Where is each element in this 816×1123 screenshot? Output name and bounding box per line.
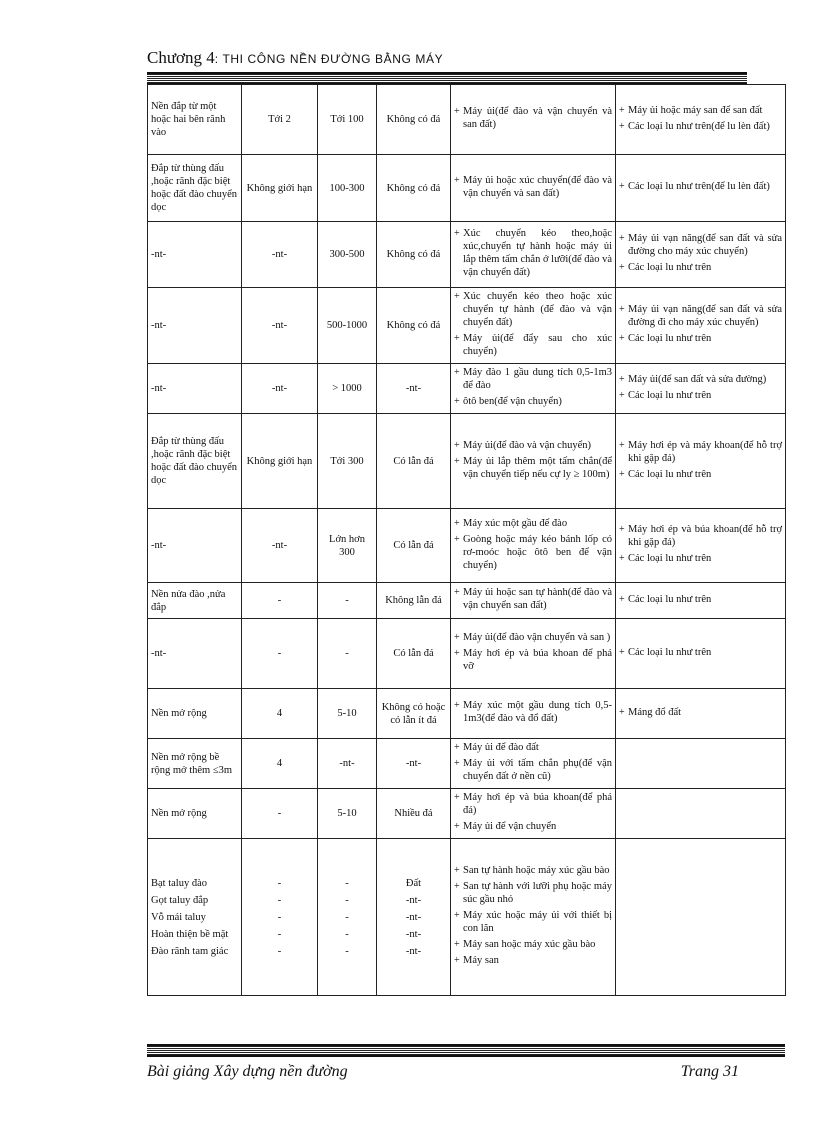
cell-c5 xyxy=(451,509,616,583)
cell-c1: -nt- xyxy=(148,509,242,583)
cell-c5 xyxy=(451,839,616,996)
bullet-item: + Máy ủi(để đào và vận chuyển và san đất) xyxy=(454,105,612,131)
cell-c5 xyxy=(451,85,616,155)
table-body xyxy=(148,85,786,996)
stack-item: -nt- xyxy=(405,894,422,906)
cell-c3: 5-10 xyxy=(318,689,377,739)
cell-c1: -nt- xyxy=(148,288,242,364)
bullet-item: + Các loại lu như trên xyxy=(619,468,782,481)
cell-c2: - xyxy=(242,583,318,619)
cell-c6 xyxy=(616,689,786,739)
stack-item: - xyxy=(345,911,349,923)
bullet-item: + Goòng hoặc máy kéo bánh lốp có rơ-moóc hoặc ôtô ben để vận chuyển) xyxy=(454,533,612,572)
bullet-item: + Các loại lu như trên(để lu lèn đất) xyxy=(619,180,782,193)
bullet-item: + Máy hơi ép và búa khoan(để phá đá) xyxy=(454,791,612,817)
cell-c6 xyxy=(616,619,786,689)
cell-c5 xyxy=(451,619,616,689)
cell-c1: Nền mở rộng xyxy=(148,789,242,839)
cell-c2: Không giới hạn xyxy=(242,155,318,222)
bullet-item: + San tự hành hoặc máy xúc gầu bào xyxy=(454,864,612,877)
cell-c2: Tới 2 xyxy=(242,85,318,155)
cell-c3: 300-500 xyxy=(318,222,377,288)
cell-c5 xyxy=(451,689,616,739)
cell-c1: Đắp từ thùng đấu ,hoặc rãnh đặc biệt hoặc đất đào chuyển dọc xyxy=(148,155,242,222)
bullet-item: + Các loại lu như trên xyxy=(619,593,782,606)
bullet-item: + Các loại lu như trên xyxy=(619,389,782,402)
cell-c6 xyxy=(616,509,786,583)
cell-c3: 100-300 xyxy=(318,155,377,222)
bullet-item: + Máy ủi(để đào và vận chuyển) xyxy=(454,439,612,452)
bullet-item: + Máy ủi với tấm chắn phụ(để vận chuyển đất ở nền cũ) xyxy=(454,757,612,783)
page-number: Trang 31 xyxy=(680,1063,739,1080)
bullet-item: + Máy đào 1 gầu dung tích 0,5-1m3 để đào xyxy=(454,366,612,392)
cell-c2: Không giới hạn xyxy=(242,414,318,509)
footer-course-title: Bài giảng Xây dựng nền đường xyxy=(147,1063,348,1080)
cell-c6 xyxy=(616,85,786,155)
cell-c5 xyxy=(451,288,616,364)
bullet-item: + Máy ủi(để san đất và sửa đường) xyxy=(619,373,782,386)
stack-item: Vỗ mái taluy xyxy=(151,911,206,923)
bullet-item: + Máy ủi hoặc san tự hành(để đào và vận chuyển san đất) xyxy=(454,586,612,612)
chapter-title xyxy=(147,47,747,70)
cell-c2: 4 xyxy=(242,689,318,739)
cell-c1: -nt- xyxy=(148,619,242,689)
table-row xyxy=(148,583,786,619)
stack-item: - xyxy=(277,894,282,906)
bullet-item: + Máy xúc một gầu dung tích 0,5-1m3(để đào và đổ đất) xyxy=(454,699,612,725)
machine-selection-table xyxy=(147,84,786,996)
cell-c4: Không có đá xyxy=(377,85,451,155)
cell-c2: -nt- xyxy=(242,364,318,414)
bullet-item: + Các loại lu như trên xyxy=(619,552,782,565)
cell-c6 xyxy=(616,222,786,288)
cell-c4: Không có đá xyxy=(377,155,451,222)
cell-c3 xyxy=(318,839,377,996)
cell-c6 xyxy=(616,155,786,222)
stack-item: -nt- xyxy=(405,928,422,940)
stack-item: - xyxy=(277,911,282,923)
bullet-item: + Máy hơi ép và máy khoan(để hỗ trợ khi gặp đá) xyxy=(619,439,782,465)
bullet-item: + Máy hơi ép và búa khoan(để hỗ trợ khi gặp đá) xyxy=(619,523,782,549)
cell-c6 xyxy=(616,364,786,414)
cell-c4: Có lẫn đá xyxy=(377,414,451,509)
cell-c5 xyxy=(451,789,616,839)
bullet-item: + Máy ủi hoặc máy san để san đất xyxy=(619,104,782,117)
table-row xyxy=(148,789,786,839)
bullet-item: + Các loại lu như trên xyxy=(619,646,782,659)
cell-c5 xyxy=(451,222,616,288)
cell-c2: -nt- xyxy=(242,288,318,364)
cell-c4: Không có đá xyxy=(377,222,451,288)
cell-c6 xyxy=(616,414,786,509)
cell-c3: 5-10 xyxy=(318,789,377,839)
bullet-item: + Máy san xyxy=(454,954,612,967)
cell-c4: Không có hoặc có lẫn ít đá xyxy=(377,689,451,739)
stack-item: - xyxy=(345,877,349,889)
cell-c4: Không lẫn đá xyxy=(377,583,451,619)
bullet-item: + Máy ủi(để đẩy sau cho xúc chuyển) xyxy=(454,332,612,358)
cell-c4: -nt- xyxy=(377,739,451,789)
cell-c5 xyxy=(451,583,616,619)
table-row xyxy=(148,288,786,364)
bullet-item: + Máy ủi để vận chuyển xyxy=(454,820,612,833)
bullet-item: + Máy ủi để đào đất xyxy=(454,741,612,754)
bullet-item: + Máy hơi ép và búa khoan để phá vỡ xyxy=(454,647,612,673)
bullet-item: + Máy xúc một gầu để đào xyxy=(454,517,612,530)
bullet-item: + ôtô ben(để vận chuyển) xyxy=(454,395,612,408)
bullet-item: + Máy xúc hoặc máy ủi với thiết bị con lăn xyxy=(454,909,612,935)
footer-rule xyxy=(147,1044,785,1057)
bullet-item: + Máng đổ đất xyxy=(619,706,782,719)
cell-c2: -nt- xyxy=(242,222,318,288)
cell-c1: Nền đắp từ một hoặc hai bên rãnh vào xyxy=(148,85,242,155)
cell-c4: Có lẫn đá xyxy=(377,619,451,689)
cell-c6 xyxy=(616,789,786,839)
bullet-item: + Máy ủi(để đào vận chuyển và san ) xyxy=(454,631,612,644)
stack-item: Đào rãnh tam giác xyxy=(151,945,229,957)
bullet-item: + Các loại lu như trên xyxy=(619,332,782,345)
cell-c1: Đắp từ thùng đấu ,hoặc rãnh đặc biệt hoặc đất đào chuyển dọc xyxy=(148,414,242,509)
bullet-item: + Xúc chuyển kéo theo,hoặc xúc,chuyển tự hành hoặc máy ủi lắp thêm tấm chắn ở lưỡi(để đào và vận chuyển đất) xyxy=(454,227,612,279)
cell-c3: Tới 100 xyxy=(318,85,377,155)
table-row xyxy=(148,619,786,689)
stack-item: -nt- xyxy=(405,945,422,957)
cell-c4: -nt- xyxy=(377,364,451,414)
cell-c5 xyxy=(451,364,616,414)
cell-c1: -nt- xyxy=(148,222,242,288)
table-row xyxy=(148,509,786,583)
bullet-item: + Xúc chuyển kéo theo hoặc xúc chuyển tự hành (để đào và vận chuyển đất) xyxy=(454,290,612,329)
table-row xyxy=(148,85,786,155)
cell-c1 xyxy=(148,839,242,996)
cell-c5 xyxy=(451,739,616,789)
cell-c4 xyxy=(377,839,451,996)
cell-c4: Không có đá xyxy=(377,288,451,364)
stack-item: - xyxy=(277,945,282,957)
bullet-item: + San tự hành với lưỡi phụ hoặc máy súc gầu nhỏ xyxy=(454,880,612,906)
cell-c1: Nền nửa đào ,nửa đắp xyxy=(148,583,242,619)
cell-c5 xyxy=(451,155,616,222)
cell-c3: - xyxy=(318,583,377,619)
table-row xyxy=(148,739,786,789)
chapter-number: Chương 4 xyxy=(147,48,215,67)
stack-item: - xyxy=(277,877,282,889)
stack-item: - xyxy=(345,928,349,940)
chapter-name: : THI CÔNG NỀN ĐƯỜNG BẰNG MÁY xyxy=(214,52,444,66)
table-row xyxy=(148,839,786,996)
cell-c4: Nhiều đá xyxy=(377,789,451,839)
cell-c6 xyxy=(616,739,786,789)
cell-c3: Lớn hơn 300 xyxy=(318,509,377,583)
cell-c2: - xyxy=(242,789,318,839)
cell-c3: Tới 300 xyxy=(318,414,377,509)
cell-c5 xyxy=(451,414,616,509)
cell-c2: -nt- xyxy=(242,509,318,583)
table-row xyxy=(148,689,786,739)
cell-c3: - xyxy=(318,619,377,689)
cell-c3: -nt- xyxy=(318,739,377,789)
page-footer xyxy=(147,1044,785,1081)
cell-c1: Nền mở rộng xyxy=(148,689,242,739)
cell-c1: -nt- xyxy=(148,364,242,414)
page-header xyxy=(147,47,747,85)
bullet-item: + Máy ủi vạn năng(để san đất và sửa đường đi cho máy xúc chuyển) xyxy=(619,303,782,329)
bullet-item: + Máy san hoặc máy xúc gầu bào xyxy=(454,938,612,951)
stack-item: Hoàn thiện bề mặt xyxy=(151,928,229,940)
stack-item: -nt- xyxy=(405,911,422,923)
cell-c2: - xyxy=(242,619,318,689)
table-row xyxy=(148,414,786,509)
cell-c3: 500-1000 xyxy=(318,288,377,364)
cell-c2 xyxy=(242,839,318,996)
stack-item: - xyxy=(345,894,349,906)
table-row xyxy=(148,155,786,222)
cell-c6 xyxy=(616,288,786,364)
stack-item: Gọt taluy đắp xyxy=(151,894,209,906)
table-row xyxy=(148,364,786,414)
bullet-item: + Các loại lu như trên(để lu lèn đất) xyxy=(619,120,782,133)
bullet-item: + Các loại lu như trên xyxy=(619,261,782,274)
cell-c4: Có lẫn đá xyxy=(377,509,451,583)
stack-item: - xyxy=(345,945,349,957)
cell-c2: 4 xyxy=(242,739,318,789)
stack-item: Bạt taluy đào xyxy=(151,877,207,889)
bullet-item: + Máy ủi hoặc xúc chuyển(để đào và vận chuyển và san đất) xyxy=(454,174,612,200)
table-row xyxy=(148,222,786,288)
cell-c6 xyxy=(616,839,786,996)
cell-c6 xyxy=(616,583,786,619)
bullet-item: + Máy ủi vạn năng(để san đất và sửa đường cho máy xúc chuyển) xyxy=(619,232,782,258)
cell-c3: > 1000 xyxy=(318,364,377,414)
bullet-item: + Máy ủi lắp thêm một tấm chắn(để vận chuyển tiếp nếu cự ly ≥ 100m) xyxy=(454,455,612,481)
cell-c1: Nền mở rộng bề rộng mở thêm ≤3m xyxy=(148,739,242,789)
stack-item: - xyxy=(277,928,282,940)
stack-item: Đất xyxy=(405,877,422,889)
